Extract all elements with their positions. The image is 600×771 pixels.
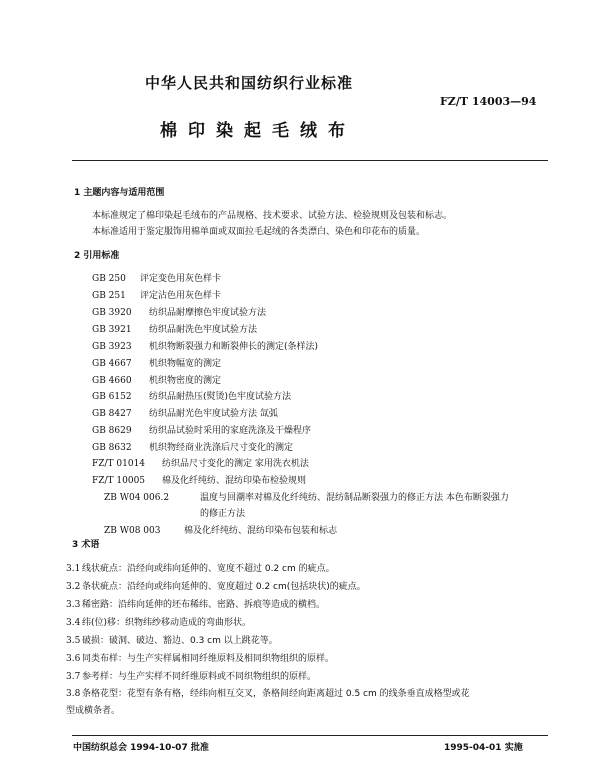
section-1-paragraph-1: 本标准规定了棉印染起毛绒布的产品规格、技术要求、试验方法、检验规则及包装和标志。 xyxy=(92,211,453,221)
reference-item xyxy=(92,305,266,318)
industry-standard-header: 中华人民共和国纺织行业标准 xyxy=(145,74,354,92)
term-item xyxy=(66,651,334,664)
section-2-heading: 2 引用标准 xyxy=(74,251,120,261)
term-number: 3.2 xyxy=(66,582,81,592)
reference-title: 纺织品耐光色牢度试验方法 氙弧 xyxy=(149,409,278,419)
term-number: 3.4 xyxy=(66,618,81,628)
reference-item xyxy=(92,389,291,402)
reference-item xyxy=(92,356,221,369)
reference-title: 机织物幅宽的测定 xyxy=(149,359,222,369)
reference-title: 评定变色用灰色样卡 xyxy=(140,274,222,284)
reference-title: 纺织品耐洗色牢度试验方法 xyxy=(149,325,258,335)
reference-title: 纺织品尺寸变化的测定 家用洗衣机法 xyxy=(162,459,309,469)
effective-date: 1995-04-01 实施 xyxy=(444,743,523,753)
reference-title: 温度与回潮率对棉及化纤纯纺、混纺制品断裂强力的修正方法 本色布断裂强力 xyxy=(200,493,509,503)
reference-title: 棉及化纤纯纺、混纺印染布包装和标志 xyxy=(184,526,338,536)
reference-title: 评定沾色用灰色样卡 xyxy=(140,291,222,301)
term-definition: 线状疵点：沿经向或纬向延伸的、宽度不超过 0.2 cm 的疵点。 xyxy=(82,564,335,574)
term-item xyxy=(66,669,316,682)
reference-code: FZ/T 10005 xyxy=(92,476,146,486)
document-title: 棉印染起毛绒布 xyxy=(160,121,356,141)
reference-code: GB 4667 xyxy=(92,359,132,369)
reference-code: GB 3923 xyxy=(92,342,132,352)
reference-code: GB 8629 xyxy=(92,426,132,436)
term-definition: 参考样：与生产实样不同纤维原料或不同织物组织的原样。 xyxy=(82,672,317,682)
term-definition: 同类布样：与生产实样属相同纤维原料及相同织物组织的原样。 xyxy=(82,654,335,664)
reference-title: 纺织品耐摩擦色牢度试验方法 xyxy=(149,308,267,318)
term-number: 3.1 xyxy=(66,564,81,574)
reference-code: FZ/T 01014 xyxy=(92,459,146,469)
reference-code: GB 251 xyxy=(92,291,126,301)
term-item xyxy=(66,597,325,610)
reference-title: 机织物断裂强力和断裂伸长的测定(条样法) xyxy=(149,342,319,352)
reference-item xyxy=(92,423,311,436)
term-item xyxy=(66,615,251,628)
reference-code: GB 8427 xyxy=(92,409,132,419)
reference-item xyxy=(92,456,309,469)
reference-code: GB 3920 xyxy=(92,308,132,318)
standard-number: FZ/T 14003—94 xyxy=(440,95,537,108)
reference-item xyxy=(92,373,221,386)
term-number: 3.6 xyxy=(66,654,81,664)
reference-code: GB 8632 xyxy=(92,443,132,453)
reference-item xyxy=(104,490,509,503)
term-definition: 纬(位)移：织物纬纱移动造成的弯曲形状。 xyxy=(82,618,252,628)
reference-title: 纺织品试验时采用的家庭洗涤及干燥程序 xyxy=(149,426,312,436)
term-definition: 破损：破洞、破边、豁边、0.3 cm 以上跳花等。 xyxy=(82,636,278,646)
reference-item xyxy=(92,406,278,419)
term-definition-continuation: 型成横条者。 xyxy=(66,706,121,716)
reference-item xyxy=(92,339,318,352)
reference-title: 机织物密度的测定 xyxy=(149,376,222,386)
reference-code: GB 6152 xyxy=(92,392,132,402)
term-number: 3.7 xyxy=(66,672,81,682)
reference-code: ZB W08 003 xyxy=(104,526,161,536)
reference-code: GB 4660 xyxy=(92,376,132,386)
reference-title: 机织物经商业洗涤后尺寸变化的测定 xyxy=(149,443,294,453)
reference-item xyxy=(92,473,306,486)
term-item xyxy=(66,633,278,646)
term-number: 3.5 xyxy=(66,636,81,646)
term-definition: 稀密路：沿纬向延伸的坯布稀纬、密路、拆痕等造成的横档。 xyxy=(82,600,326,610)
reference-code: GB 250 xyxy=(92,274,126,284)
term-number: 3.8 xyxy=(66,689,81,699)
reference-code: ZB W04 006.2 xyxy=(104,493,170,503)
reference-item xyxy=(92,322,257,335)
reference-item xyxy=(92,440,293,453)
term-item xyxy=(66,561,335,574)
section-1-heading: 1 主题内容与适用范围 xyxy=(74,188,165,198)
reference-item xyxy=(104,523,337,536)
section-3-heading: 3 术语 xyxy=(72,540,100,550)
reference-item xyxy=(92,271,221,284)
reference-title: 棉及化纤纯纺、混纺印染布检验规则 xyxy=(162,476,307,486)
footer-divider xyxy=(72,735,548,736)
reference-title-continuation: 的修正方法 xyxy=(200,509,246,519)
term-number: 3.3 xyxy=(66,600,81,610)
reference-title: 纺织品耐热压(熨烫)色牢度试验方法 xyxy=(149,392,292,402)
term-item xyxy=(66,579,366,592)
header-divider xyxy=(72,160,548,161)
term-definition: 条状疵点：沿经向或纬向延伸的、宽度超过 0.2 cm(包括块状)的疵点。 xyxy=(82,582,366,592)
reference-code: GB 3921 xyxy=(92,325,132,335)
approval-date: 中国纺织总会 1994-10-07 批准 xyxy=(73,743,209,753)
section-1-paragraph-2: 本标准适用于鉴定服饰用棉单面或双面拉毛起绒的各类漂白、染色和印花布的质量。 xyxy=(92,227,426,237)
term-item xyxy=(66,686,470,699)
term-definition: 条格花型：花型有条有格，经纬向相互交叉，条格间经向距离超过 0.5 cm 的线条垂直成格型或花 xyxy=(82,689,470,699)
reference-item xyxy=(92,288,221,301)
